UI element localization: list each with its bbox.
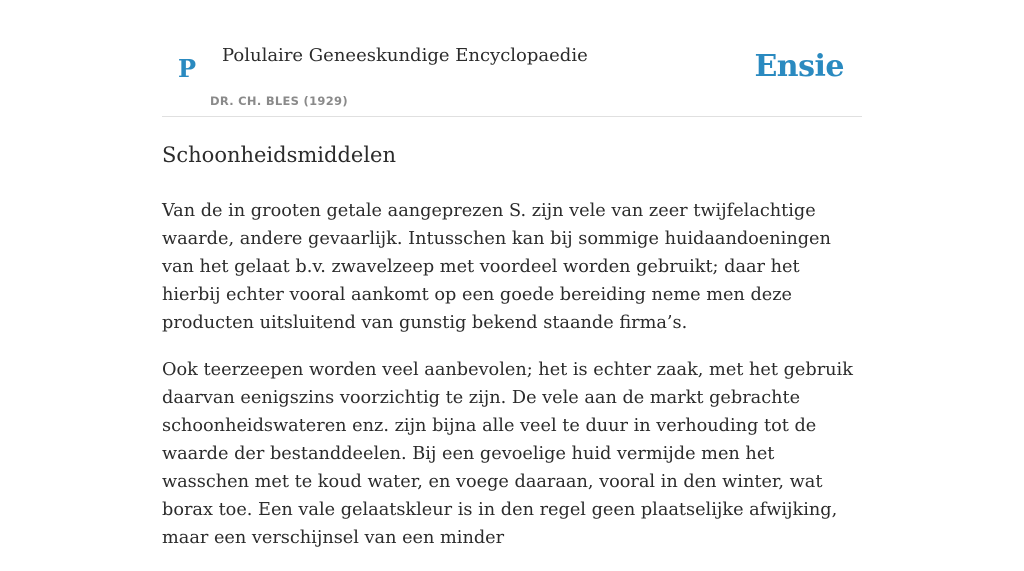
publication-title[interactable]: Polulaire Geneeskundige Encyclopaedie: [222, 45, 588, 66]
article-paragraph: Van de in grooten getale aangeprezen S. zijn vele van zeer twijfelachtige waarde, andere gevaarlijk. Intusschen kan bij sommige huidaandoeningen van het gelaat b.v. zwavelzeep met voordeel worden gebruikt; daar het hierbij echter vooral aankomt op een goede bereiding neme men deze producten uitsluitend van gunstig bekend staande firma’s.: [162, 201, 831, 333]
article-paragraph: Ook teerzeepen worden veel aanbevolen; het is echter zaak, met het gebruik daarvan eenigszins voorzichtig te zijn. De vele aan de markt gebrachte schoonheidswateren enz. zijn bijna alle veel te duur in verhouding tot de waarde der bestanddeelen. Bij een gevoelige huid vermijde men het wasschen met te koud water, en voege daaraan, vooral in den winter, wat borax toe. Een vale gelaatskleur is in den regel geen plaatselijke afwijking, maar een verschijnsel van een minder: [162, 360, 853, 548]
article: [162, 138, 862, 571]
article-title: Schoonheidsmiddelen: [162, 143, 396, 167]
site-header: [162, 0, 862, 117]
article-body: [162, 197, 862, 552]
publication-author: DR. CH. BLES (1929): [210, 94, 348, 108]
publication-logo[interactable]: P: [178, 54, 197, 83]
ensie-logo[interactable]: Ensie: [754, 49, 844, 84]
